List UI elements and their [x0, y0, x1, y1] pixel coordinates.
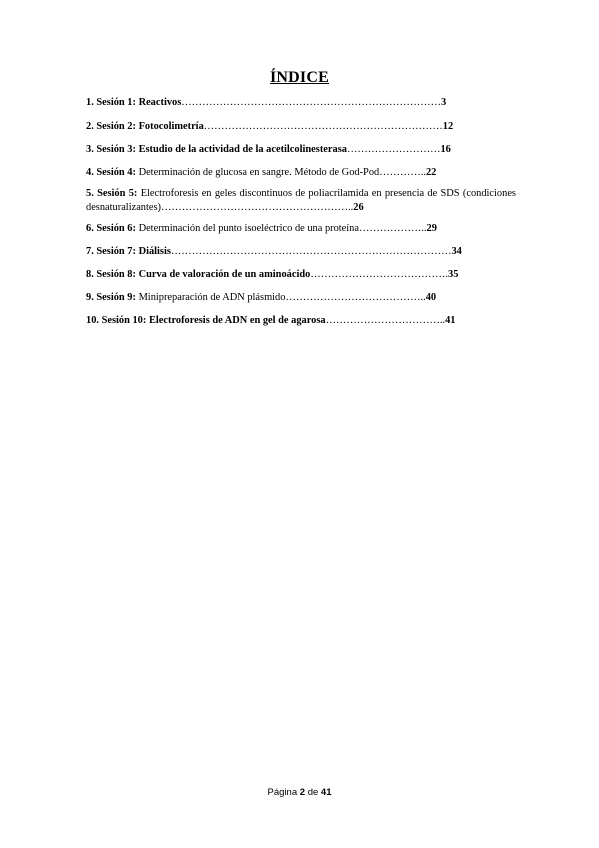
toc-entry-prefix: 7. Sesión 7: — [86, 246, 136, 257]
toc-entry-page: 35 — [448, 269, 459, 280]
toc-entry-prefix: 4. Sesión 4: — [86, 167, 136, 178]
toc-entry-2[interactable] — [86, 120, 453, 134]
toc-entry-prefix: 5. Sesión 5: — [86, 188, 138, 199]
toc-entry-page: 3 — [441, 97, 447, 108]
toc-entry-label: Determinación del punto isoeléctrico de una proteína — [138, 223, 359, 234]
toc-entry-label: Minipreparación de ADN plásmido — [138, 292, 286, 303]
toc-entry-8[interactable] — [86, 268, 458, 282]
toc-entry-page: 12 — [442, 121, 454, 132]
footer-total-pages: 41 — [320, 787, 332, 798]
toc-entry-label: Reactivos — [138, 97, 182, 108]
toc-entry-leader: ……………….. — [359, 223, 427, 234]
toc-entry-leader: ………………………………………………………………… — [181, 97, 442, 108]
toc-entry-leader: ………….. — [379, 167, 426, 178]
toc-entry-page: 26 — [353, 202, 364, 213]
toc-entry-prefix: 8. Sesión 8: — [86, 269, 136, 280]
toc-entry-prefix: 6. Sesión 6: — [86, 223, 136, 234]
toc-entry-7[interactable] — [86, 245, 462, 259]
toc-entry-label: Estudio de la actividad de la acetilcolinesterasa — [138, 144, 347, 155]
toc-entry-label: Determinación de glucosa en sangre. Método de God-Pod — [138, 167, 380, 178]
toc-entry-prefix: 9. Sesión 9: — [86, 292, 136, 303]
toc-entry-leader: ………………………………….. — [285, 292, 426, 303]
toc-entry-page: 41 — [445, 315, 456, 326]
toc-entry-page: 22 — [425, 167, 437, 178]
toc-entry-6[interactable] — [86, 222, 437, 236]
toc-entry-label: Electroforesis de ADN en gel de agarosa — [148, 315, 326, 326]
toc-entry-5[interactable] — [86, 187, 516, 215]
footer-of-word: de — [307, 787, 319, 798]
toc-entry-leader: ……………………………………………….. — [161, 202, 354, 213]
footer-current-page: 2 — [299, 787, 306, 798]
toc-entry-prefix: 10. Sesión 10: — [86, 315, 147, 326]
footer-page-word: Página — [267, 787, 298, 798]
toc-entry-label: Diálisis — [138, 246, 171, 257]
toc-entry-page: 40 — [425, 292, 437, 303]
toc-entry-10[interactable] — [86, 314, 455, 328]
toc-entry-leader: …………………………………. — [310, 269, 448, 280]
toc-entry-label: Curva de valoración de un aminoácido — [138, 269, 311, 280]
toc-entry-label: Electroforesis en geles discontinuos de poliacrilamida en presencia de SDS (condiciones desnaturalizantes) — [86, 188, 516, 213]
toc-entry-4[interactable] — [86, 166, 436, 180]
toc-entry-prefix: 3. Sesión 3: — [86, 144, 136, 155]
toc-entry-leader: ……………………… — [346, 144, 441, 155]
page-footer — [0, 787, 599, 798]
toc-entry-page: 29 — [426, 223, 437, 234]
toc-entry-3[interactable] — [86, 143, 451, 157]
toc-entry-9[interactable] — [86, 291, 436, 305]
toc-entry-page: 16 — [440, 144, 451, 155]
toc-entry-page: 34 — [451, 246, 462, 257]
toc-entry-1[interactable] — [86, 96, 446, 110]
toc-entry-leader: …………………………………………………………… — [203, 121, 443, 132]
toc-entry-leader: ……………………………………………………………………… — [170, 246, 452, 257]
index-title: ÍNDICE — [270, 69, 329, 86]
toc-entry-leader: …………………………….. — [325, 315, 446, 326]
toc-entry-prefix: 1. Sesión 1: — [86, 97, 136, 108]
toc-entry-label: Fotocolimetría — [138, 121, 204, 132]
toc-entry-prefix: 2. Sesión 2: — [86, 121, 136, 132]
